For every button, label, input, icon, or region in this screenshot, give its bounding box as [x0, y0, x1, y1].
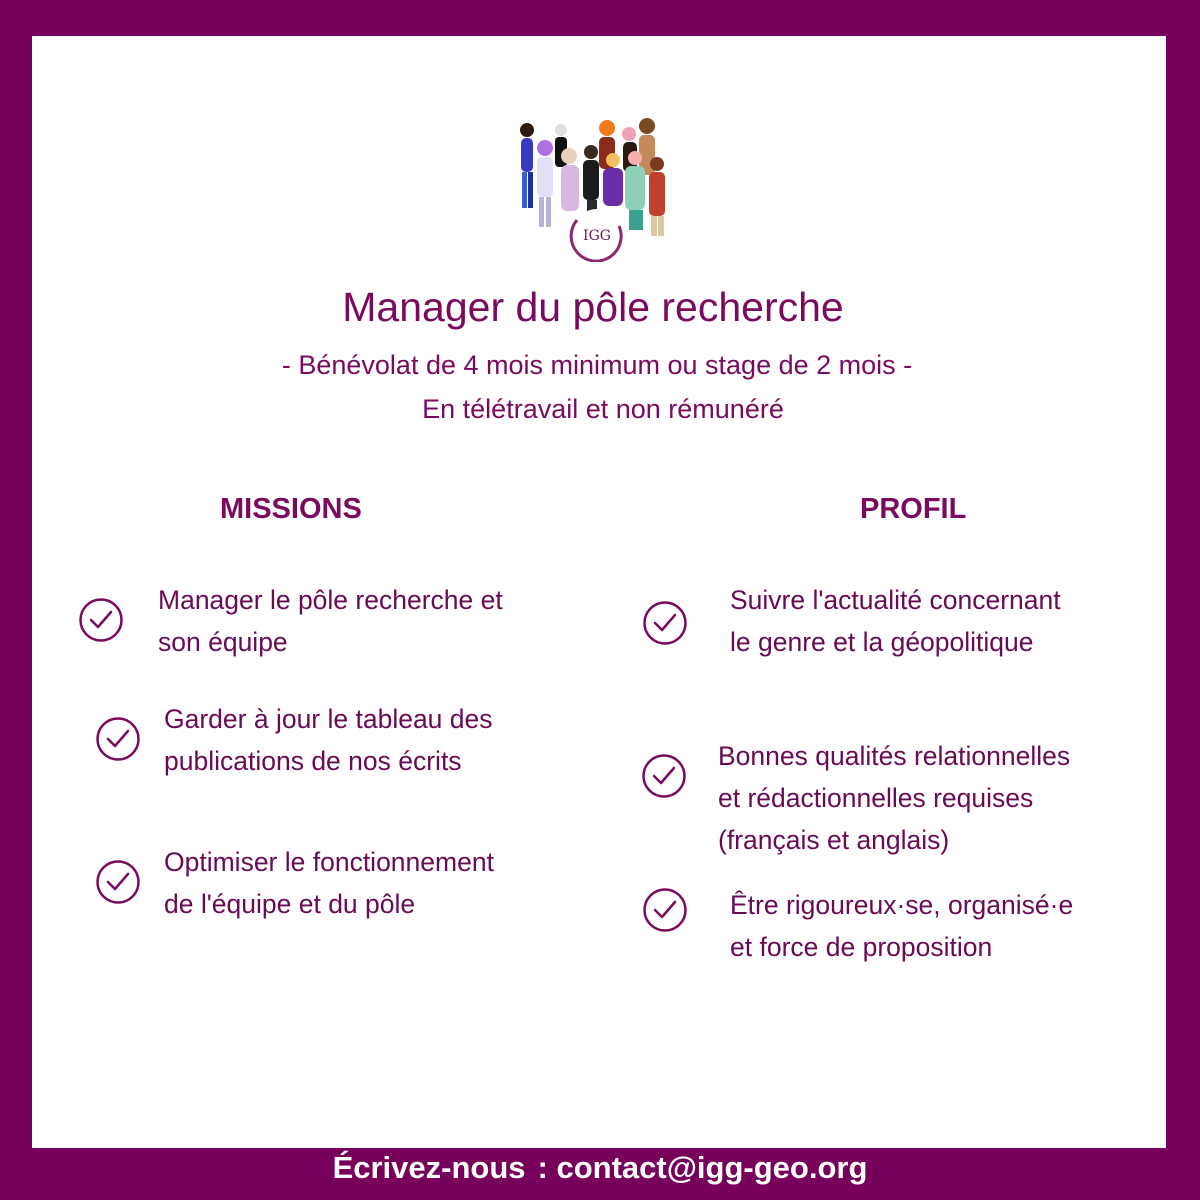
- profil-item-1-line-2: le genre et la géopolitique: [730, 627, 1034, 657]
- contact-email-link[interactable]: : contact@igg-geo.org: [537, 1150, 868, 1185]
- profil-item-3-line-1: Être rigoureux·se, organisé·e: [730, 890, 1074, 920]
- group-of-people-illustration: [515, 116, 680, 262]
- profil-item-3-line-2: et force de proposition: [730, 932, 993, 962]
- contact-footer: [0, 1148, 1200, 1200]
- subtitle-line-1: - Bénévolat de 4 mois minimum ou stage de 2 mois -: [281, 350, 913, 380]
- subtitle-line-2: En télétravail et non rémunéré: [422, 394, 784, 424]
- mission-item-2-line-1: Garder à jour le tableau des: [164, 704, 493, 734]
- igg-logo: [515, 116, 680, 262]
- logo-text: IGG: [583, 228, 611, 244]
- mission-item-1: [158, 579, 503, 663]
- mission-item-1-line-2: son équipe: [158, 627, 288, 657]
- page-title: Manager du pôle recherche: [342, 284, 844, 330]
- profil-item-1-line-1: Suivre l'actualité concernant: [730, 585, 1061, 615]
- mission-item-1-line-1: Manager le pôle recherche et: [158, 585, 503, 615]
- profil-item-2: [718, 735, 1070, 861]
- profil-item-2-line-3: (français et anglais): [718, 825, 950, 855]
- check-circle-icon: [642, 600, 688, 646]
- check-circle-icon: [641, 753, 687, 799]
- mission-item-2-line-2: publications de nos écrits: [164, 746, 462, 776]
- mission-item-3-line-2: de l'équipe et du pôle: [164, 889, 416, 919]
- mission-item-2: [164, 698, 493, 782]
- footer-label: Écrivez-nous: [332, 1150, 526, 1185]
- profil-item-2-line-1: Bonnes qualités relationnelles: [718, 741, 1071, 771]
- profil-heading: PROFIL: [860, 493, 967, 525]
- profil-item-1: [730, 579, 1061, 663]
- check-circle-icon: [642, 887, 688, 933]
- profil-item-2-line-2: et rédactionnelles requises: [718, 783, 1034, 813]
- mission-item-3-line-1: Optimiser le fonctionnement: [164, 847, 494, 877]
- profil-item-3: [730, 884, 1073, 968]
- check-circle-icon: [95, 859, 141, 905]
- missions-heading: MISSIONS: [220, 493, 362, 525]
- mission-item-3: [164, 841, 494, 925]
- check-circle-icon: [78, 597, 124, 643]
- check-circle-icon: [95, 716, 141, 762]
